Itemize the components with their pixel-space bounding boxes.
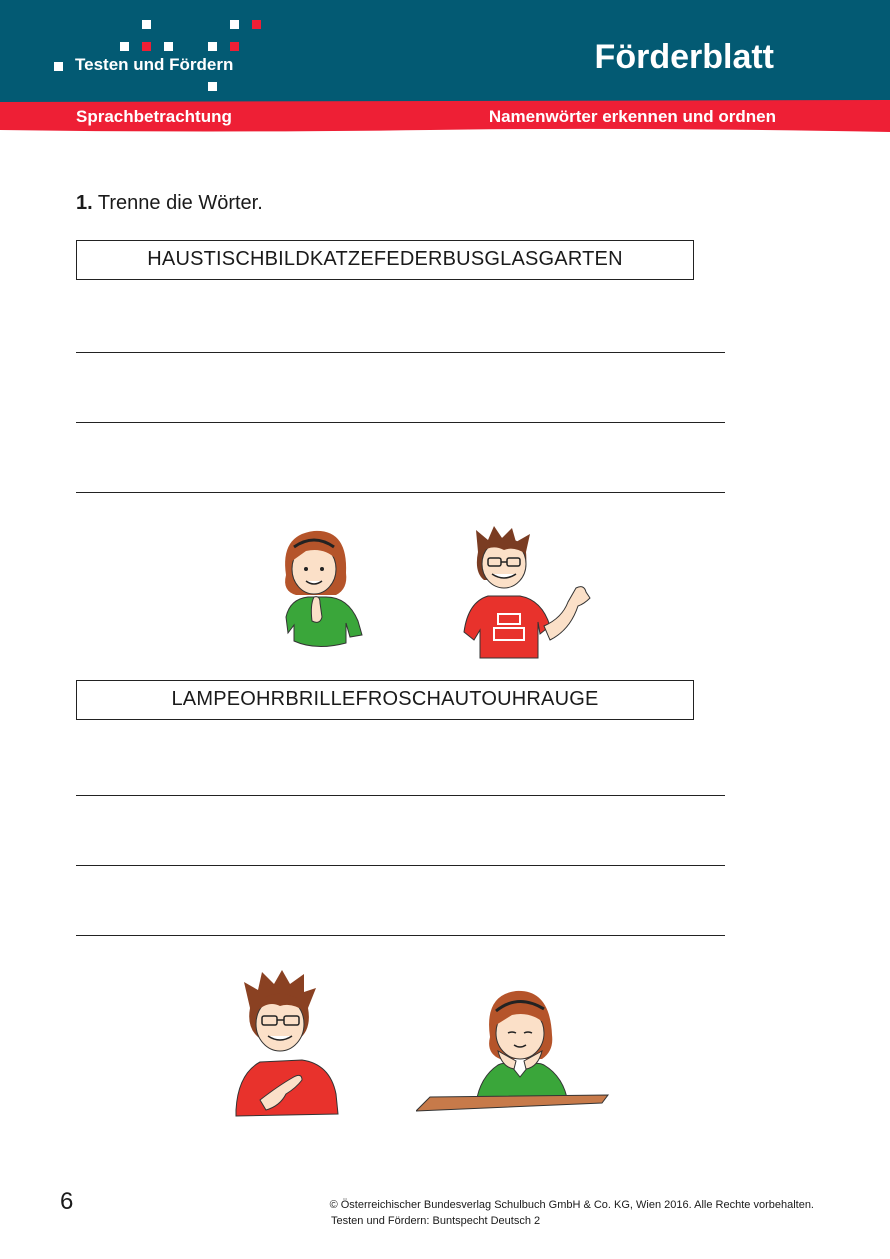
logo-square (208, 42, 217, 51)
boy-pointing-self-illustration (232, 968, 344, 1124)
letter-chain-box: HAUSTISCHBILDKATZEFEDERBUSGLASGARTEN (76, 240, 694, 280)
task-number: 1. (76, 192, 93, 214)
girl-at-table-illustration (416, 985, 612, 1117)
answer-line[interactable] (76, 422, 725, 423)
letter-chain-box: LAMPEOHRBRILLEFROSCHAUTOUHRAUGE (76, 680, 694, 720)
header-bar (0, 0, 890, 102)
logo-square (230, 42, 239, 51)
logo-square (120, 42, 129, 51)
topic-label: Namenwörter erkennen und ordnen (488, 107, 776, 126)
answer-line[interactable] (76, 935, 725, 936)
task-text: Trenne die Wörter. (97, 192, 263, 214)
task-instruction (76, 192, 263, 215)
page-number: 6 (60, 1188, 74, 1215)
logo-square (208, 82, 217, 91)
girl-thinking-illustration (276, 525, 366, 655)
logo-text: Testen und Fördern (75, 55, 234, 74)
boy-pointing-illustration (458, 522, 598, 662)
answer-line[interactable] (76, 795, 725, 796)
answer-line[interactable] (76, 492, 725, 493)
answer-line[interactable] (76, 352, 725, 353)
series-title: Testen und Fördern: Buntspecht Deutsch 2 (331, 1215, 541, 1227)
logo-square (54, 62, 63, 71)
copyright-notice: © Österreichischer Bundesverlag Schulbuch GmbH & Co. KG, Wien 2016. Alle Rechte vorbehalten. (329, 1199, 814, 1211)
subject-label: Sprachbetrachtung (76, 107, 232, 126)
logo-square (164, 42, 173, 51)
page-title: Förderblatt (594, 38, 774, 76)
logo-square (142, 20, 151, 29)
logo-square (142, 42, 151, 51)
logo-square (252, 20, 261, 29)
answer-line[interactable] (76, 865, 725, 866)
logo-square (230, 20, 239, 29)
